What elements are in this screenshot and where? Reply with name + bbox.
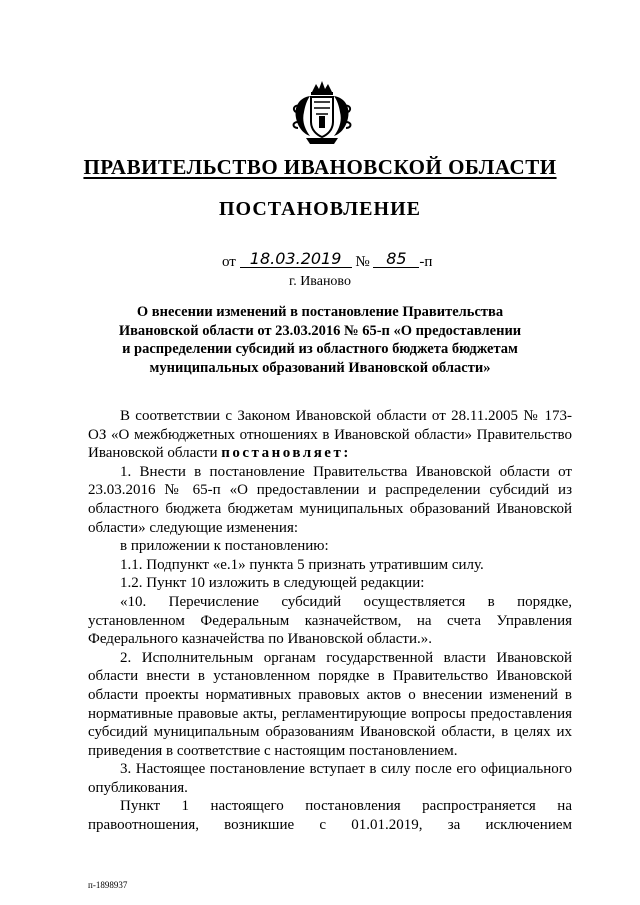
paragraph-item-1-2: 1.2. Пункт 10 изложить в следующей редакции: <box>120 575 425 592</box>
coat-of-arms-icon <box>290 78 354 148</box>
paragraph-item-3: 3. Настоящее постановление вступает в силу после его официального опубликования. <box>88 761 572 796</box>
document-subject <box>88 303 552 377</box>
document-type: ПОСТАНОВЛЕНИЕ <box>219 198 421 220</box>
subject-line: Ивановской области от 23.03.2016 № 65-п «О предоставлении <box>118 322 522 339</box>
number-sign: № <box>355 254 370 270</box>
city: г. Иваново <box>289 274 351 289</box>
document-body <box>88 407 572 835</box>
date-prefix: от <box>222 254 236 270</box>
paragraph-item-1: 1. Внести в постановление Правительства Ивановской области от 23.03.2016 № 65-п «О предоставлении и распределении субсидий из областного бюджета бюджетам муниципальных образований Ивановской области» следующие изменения: <box>88 463 572 536</box>
document-date: 18.03.2019 <box>240 251 352 268</box>
number-suffix: -п <box>419 254 433 270</box>
resolves-keyword: постановляет: <box>221 445 351 462</box>
subject-line: О внесении изменений в постановление Правительства <box>136 304 504 320</box>
document-code: п-1898937 <box>88 880 128 890</box>
paragraph-item-2: 2. Исполнительным органам государственной власти Ивановской области внести в установленном порядке в Правительство Ивановской области проекты нормативных правовых актов о внесении изменений в нормативные правовые акты, регламентирующие вопросы предоставления субсидий муниципальным образованиям Ивановской области, в целях их приведения в соответствие с настоящим постановлением. <box>88 649 572 759</box>
paragraph-appendix: в приложении к постановлению: <box>120 538 329 555</box>
paragraph-clause-1: Пункт 1 настоящего постановления распространяется на правоотношения, возникшие с 01.01.2019, за исключением <box>88 798 572 834</box>
paragraph-preamble: В соответствии с Законом Ивановской области от 28.11.2005 № 173-ОЗ «О межбюджетных отношениях в Ивановской области» Правительство Ивановской области постановляет: <box>88 408 572 462</box>
document-number: 85 <box>373 251 419 268</box>
subject-line: и распределении субсидий из областного бюджета бюджетам <box>122 341 518 357</box>
government-title: ПРАВИТЕЛЬСТВО ИВАНОВСКОЙ ОБЛАСТИ <box>83 155 557 179</box>
subject-line: муниципальных образований Ивановской области» <box>149 359 491 376</box>
date-number-line <box>222 249 433 271</box>
paragraph-item-10: «10. Перечисление субсидий осуществляется в порядке, установленном Федеральным казначейством, на счета Управления Федерального казначейства по Ивановской области.». <box>88 593 572 648</box>
paragraph-item-1-1: 1.1. Подпункт «е.1» пункта 5 признать утратившим силу. <box>120 556 484 573</box>
